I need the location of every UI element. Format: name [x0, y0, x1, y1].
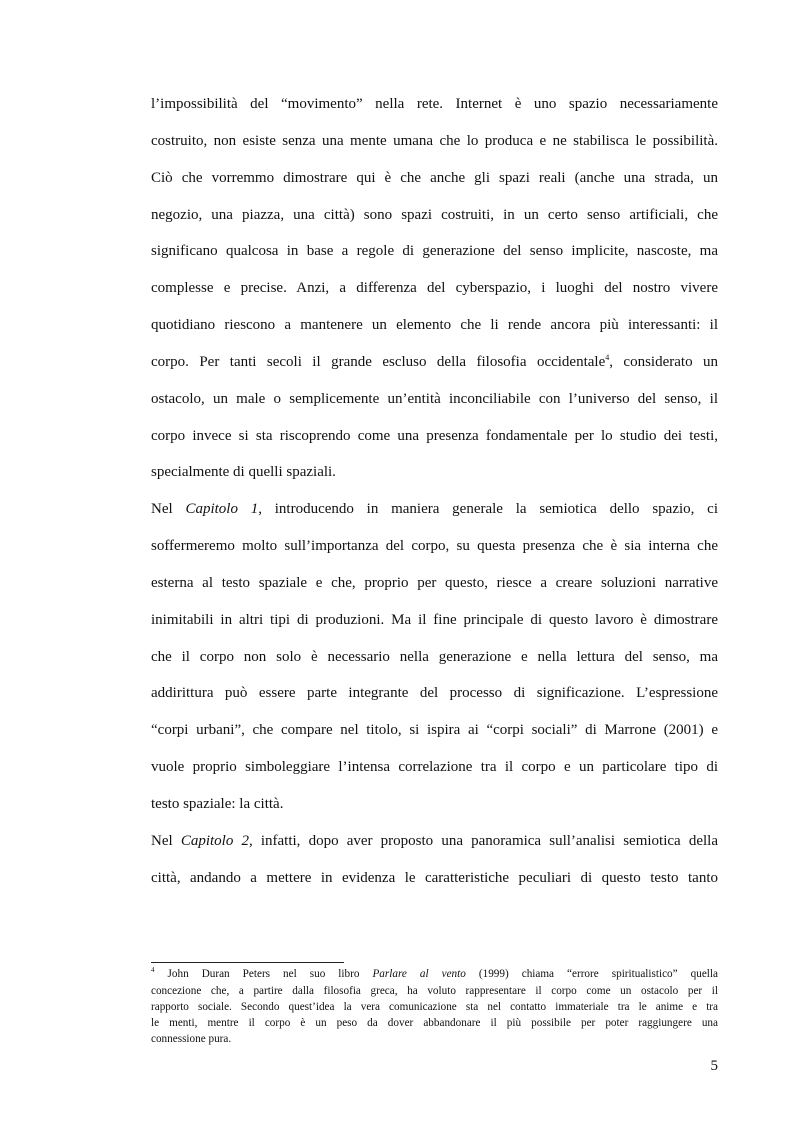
body-text: , considerato un [609, 354, 719, 370]
chapter-reference: Capitolo 2 [180, 833, 249, 849]
body-line-chapter-1 [151, 500, 718, 518]
body-line: inimitabili in altri tipi di produzioni. Ma il fine principale di questo lavoro è dimostrare [151, 612, 718, 628]
body-text: Nel [151, 501, 186, 517]
body-line: negozio, una piazza, una città) sono spazi costruiti, in un certo senso artificiali, che [151, 207, 718, 223]
body-line: addirittura può essere parte integrante del processo di significazione. L’espressione [151, 685, 718, 701]
footnote-line [151, 968, 718, 982]
body-line: significano qualcosa in base a regole di generazione del senso implicite, nascoste, ma [151, 243, 718, 259]
body-line: città, andando a mettere in evidenza le caratteristiche peculiari di questo testo tanto [151, 870, 718, 886]
body-line: complesse e precise. Anzi, a differenza del cyberspazio, i luoghi del nostro vivere [151, 280, 718, 296]
body-line: “corpi urbani”, che compare nel titolo, si ispira ai “corpi sociali” di Marrone (2001) e [151, 722, 718, 738]
footnote-marker: 4 [151, 966, 155, 974]
body-text: corpo. Per tanti secoli il grande escluso della filosofia occidentale [151, 354, 606, 370]
body-line: soffermeremo molto sull’importanza del corpo, su questa presenza che è sia interna che [151, 538, 718, 554]
body-line-chapter-2 [151, 832, 718, 850]
page-number: 5 [710, 1058, 718, 1074]
footnote-text: John Duran Peters nel suo libro [154, 968, 373, 980]
body-line: Ciò che vorremmo dimostrare qui è che anche gli spazi reali (anche una strada, un [151, 170, 718, 186]
body-text: , infatti, dopo aver proposto una panoramica sull’analisi semiotica della [248, 833, 718, 849]
footnote-line: le menti, mentre il corpo è un peso da dover abbandonare il più possibile per poter raggiungere una [151, 1017, 718, 1029]
book-title: Parlare al vento [372, 968, 466, 980]
body-line: ostacolo, un male o semplicemente un’entità inconciliabile con l’universo del senso, il [151, 391, 718, 407]
footnote-reference[interactable]: 4 [605, 353, 610, 362]
footnote-line: concezione che, a partire dalla filosofia greca, ha voluto rappresentare il corpo come un ostacolo per il [151, 985, 718, 997]
body-text: , introducendo in maniera generale la semiotica dello spazio, ci [258, 501, 718, 517]
body-line: quotidiano riescono a mantenere un elemento che li rende ancora più interessanti: il [151, 317, 718, 333]
footnote-separator [151, 962, 344, 963]
body-line-with-footnote-ref [151, 353, 718, 371]
footnote-text: (1999) chiama “errore spiritualistico” quella [465, 968, 718, 980]
body-line: corpo invece si sta riscoprendo come una presenza fondamentale per lo studio dei testi, [151, 428, 718, 444]
body-line: costruito, non esiste senza una mente umana che lo produca e ne stabilisca le possibilità. [151, 133, 718, 149]
body-line: vuole proprio simboleggiare l’intensa correlazione tra il corpo e un particolare tipo di [151, 759, 718, 775]
body-line: l’impossibilità del “movimento” nella rete. Internet è uno spazio necessariamente [151, 96, 718, 112]
body-line: specialmente di quelli spaziali. [151, 464, 336, 480]
body-text: Nel [151, 833, 181, 849]
body-line: che il corpo non solo è necessario nella generazione e nella lettura del senso, ma [151, 649, 718, 665]
body-line: testo spaziale: la città. [151, 796, 284, 812]
footnote-line: rapporto sociale. Secondo quest’idea la vera comunicazione sta nel contatto immateriale tra le anime e tra [151, 1001, 718, 1013]
footnote-line: connessione pura. [151, 1033, 232, 1045]
chapter-reference: Capitolo 1 [185, 501, 259, 517]
body-line: esterna al testo spaziale e che, proprio per questo, riesce a creare soluzioni narrative [151, 575, 718, 591]
